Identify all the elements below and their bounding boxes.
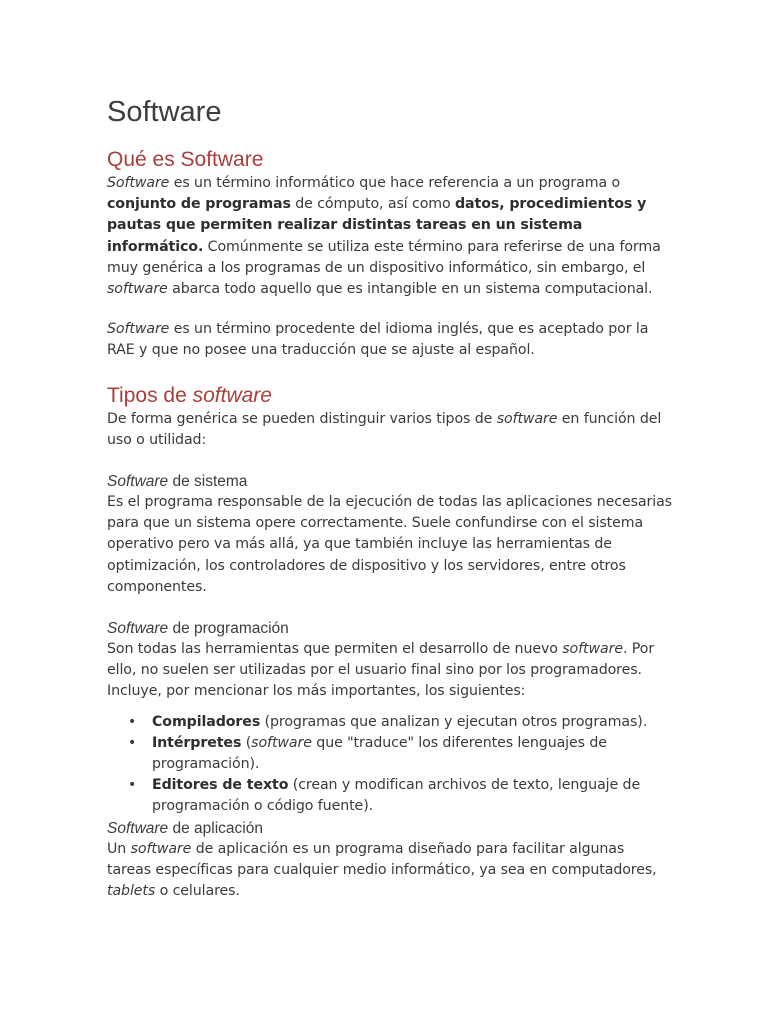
text: de aplicación es un programa diseñado para facilitar algunas tareas específicas para cualquier medio informático, ya sea en computadores, [107, 840, 657, 878]
strong-text: conjunto de programas [107, 196, 291, 213]
paragraph-aplicacion [107, 839, 672, 903]
subheading-aplicacion [107, 818, 672, 839]
text: de sistema [168, 473, 248, 491]
text: de cómputo, así como [290, 196, 455, 213]
bullet-icon: • [128, 713, 137, 730]
subheading-programacion [107, 618, 672, 639]
emphasis: software [251, 734, 312, 751]
text: es un término informático que hace referencia a un programa o [169, 175, 621, 191]
paragraph-origin [107, 319, 672, 361]
emphasis: Software [107, 819, 169, 837]
strong-text: Editores de texto [152, 777, 289, 794]
strong-text: Intérpretes [152, 734, 242, 751]
text: Son todas las herramientas que permiten el desarrollo de nuevo [107, 641, 563, 658]
strong-text: Compiladores [152, 713, 261, 730]
paragraph-programacion [107, 639, 672, 703]
text: es un término procedente del idioma inglés, que es aceptado por la RAE y que no posee una traducción que se ajuste al español. [107, 321, 649, 359]
emphasis: software [107, 281, 168, 298]
emphasis: software [192, 383, 272, 407]
section-heading-que-es: Qué es Software [107, 148, 264, 171]
emphasis: software [496, 410, 558, 427]
list-item [128, 733, 672, 775]
text: o celulares. [155, 883, 240, 900]
text: que "traduce" los diferentes lenguajes de programación). [152, 734, 607, 773]
text: Comúnmente se utiliza este término para referirse de una forma muy genérica a los programas de un dispositivo informático, sin embargo, el [107, 238, 661, 276]
emphasis: software [130, 840, 192, 857]
emphasis: Software [107, 620, 169, 638]
text: Tipos de [107, 383, 193, 407]
section-heading-tipos [107, 383, 672, 409]
tools-list [107, 712, 672, 818]
paragraph-tipos-intro [107, 409, 672, 451]
emphasis: software [562, 641, 623, 658]
text: (programas que analizan y ejecutan otros programas). [260, 713, 648, 730]
text: Un [107, 840, 131, 857]
paragraph-sistema: Es el programa responsable de la ejecución de todas las aplicaciones necesarias para que un sistema opere correctamente. Suele confundirse con el sistema operativo pero va más allá, ya que también incluye las herramientas de optimización, los controladores de dispositivo y los servidores, entre otros componentes. [107, 494, 672, 595]
text: De forma genérica se pueden distinguir varios tipos de [107, 410, 497, 427]
list-item [128, 775, 672, 817]
text: de aplicación [168, 819, 263, 837]
page-title: Software [107, 96, 222, 128]
emphasis: tablets [107, 883, 156, 900]
text: en función del uso o utilidad: [107, 410, 662, 448]
paragraph-definition [107, 173, 672, 300]
text: (crean y modifican archivos de texto, lenguaje de programación o código fuente). [152, 777, 641, 815]
emphasis: Software [107, 175, 170, 191]
list-item [128, 712, 672, 733]
text: de programación [168, 620, 289, 638]
document-page [107, 94, 672, 902]
emphasis: Software [107, 321, 170, 338]
bullet-icon: • [128, 734, 137, 751]
emphasis: Software [107, 473, 169, 491]
subheading-sistema [107, 471, 672, 492]
text: . Por ello, no suelen ser utilizadas por el usuario final sino por los programadores. Incluye, por mencionar los más importantes, los siguientes: [107, 641, 655, 700]
text: ( [241, 734, 252, 751]
text: abarca todo aquello que es intangible en un sistema computacional. [167, 281, 653, 298]
bullet-icon: • [128, 777, 137, 794]
strong-text: datos, procedimientos y pautas que permiten realizar distintas tareas en un sistema informático. [107, 196, 647, 255]
